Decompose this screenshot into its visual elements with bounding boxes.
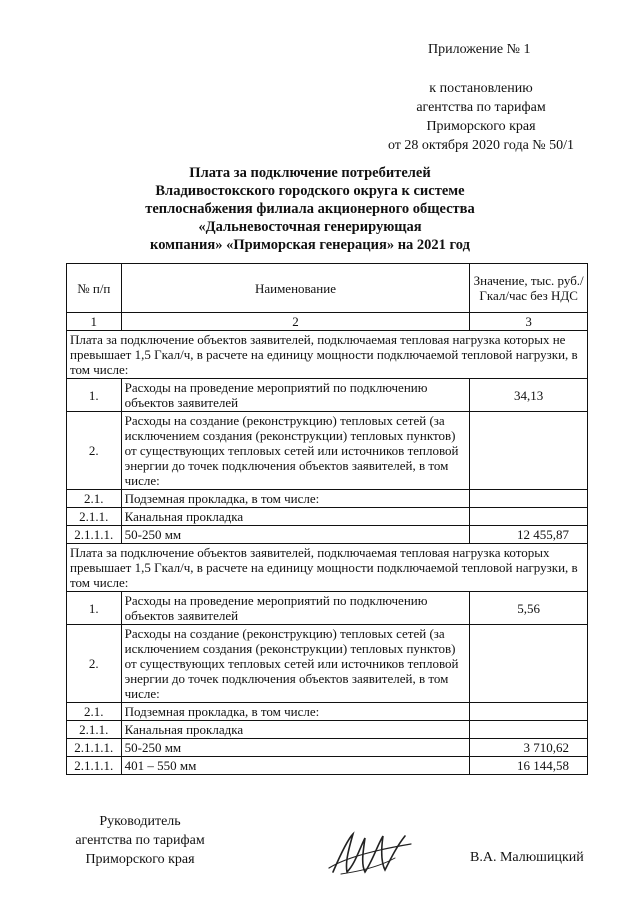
section-row bbox=[67, 331, 588, 379]
row-num: 2.1.1.1. bbox=[67, 526, 122, 544]
row-num: 2. bbox=[67, 412, 122, 490]
header-name: Наименование bbox=[121, 264, 470, 313]
row-name: Расходы на создание (реконструкцию) тепловых сетей (за исключением создания (реконструкции) тепловых пунктов) от существующих тепловых сетей или источников тепловой энергии до точек подключения объектов заявителей, в том числе: bbox=[121, 625, 470, 703]
section-row bbox=[67, 544, 588, 592]
title-line: Владивостокского городского округа к системе bbox=[155, 183, 465, 199]
row-name: Расходы на проведение мероприятий по подключению объектов заявителей bbox=[121, 592, 470, 625]
row-name: Расходы на создание (реконструкцию) тепловых сетей (за исключением создания (реконструкции) тепловых пунктов) от существующих тепловых сетей или источников тепловой энергии до точек подключения объектов заявителей, в том числе: bbox=[121, 412, 470, 490]
table-row bbox=[67, 703, 588, 721]
header-value: Значение, тыс. руб./Гкал/час без НДС bbox=[470, 264, 588, 313]
col-number: 3 bbox=[470, 313, 588, 331]
row-value: 16 144,58 bbox=[470, 757, 588, 775]
row-name: 50-250 мм bbox=[121, 739, 470, 757]
row-name: Подземная прокладка, в том числе: bbox=[121, 703, 470, 721]
title-line: компания» «Приморская генерация» на 2021 год bbox=[150, 237, 470, 253]
row-value bbox=[470, 721, 588, 739]
document-title bbox=[100, 164, 520, 254]
row-value bbox=[470, 412, 588, 490]
row-num: 2.1.1.1. bbox=[67, 739, 122, 757]
signer-block bbox=[50, 812, 230, 869]
appendix-number: Приложение № 1 bbox=[428, 42, 531, 57]
signer-name: В.А. Малюшицкий bbox=[470, 850, 584, 865]
title-line: теплоснабжения филиала акционерного общества bbox=[145, 201, 475, 217]
row-value bbox=[470, 490, 588, 508]
signer-title: Приморского края bbox=[85, 852, 195, 867]
row-name: Канальная прокладка bbox=[121, 508, 470, 526]
row-num: 2.1. bbox=[67, 490, 122, 508]
table-row bbox=[67, 490, 588, 508]
handwritten-signature bbox=[325, 828, 415, 878]
appendix-line: Приморского края bbox=[426, 119, 536, 134]
row-name: Подземная прокладка, в том числе: bbox=[121, 490, 470, 508]
row-name: 401 – 550 мм bbox=[121, 757, 470, 775]
row-value: 12 455,87 bbox=[470, 526, 588, 544]
table-row bbox=[67, 526, 588, 544]
row-value bbox=[470, 625, 588, 703]
table-row bbox=[67, 592, 588, 625]
col-number: 1 bbox=[67, 313, 122, 331]
column-number-row bbox=[67, 313, 588, 331]
table-row bbox=[67, 508, 588, 526]
appendix-header bbox=[376, 40, 586, 155]
section-heading: Плата за подключение объектов заявителей, подключаемая тепловая нагрузка которых превышает 1,5 Гкал/ч, в расчете на единицу мощности подключаемой тепловой нагрузки, в том числе: bbox=[67, 544, 588, 592]
table-row bbox=[67, 625, 588, 703]
row-num: 1. bbox=[67, 592, 122, 625]
appendix-line: агентства по тарифам bbox=[416, 100, 546, 115]
col-number: 2 bbox=[121, 313, 470, 331]
row-value bbox=[470, 703, 588, 721]
section-heading: Плата за подключение объектов заявителей, подключаемая тепловая нагрузка которых не превышает 1,5 Гкал/ч, в расчете на единицу мощности подключаемой тепловой нагрузки, в том числе: bbox=[67, 331, 588, 379]
appendix-line: к постановлению bbox=[429, 81, 533, 96]
table-row bbox=[67, 412, 588, 490]
table-row bbox=[67, 757, 588, 775]
row-value: 3 710,62 bbox=[470, 739, 588, 757]
signer-title: Руководитель bbox=[99, 814, 181, 829]
row-num: 2. bbox=[67, 625, 122, 703]
row-name: Расходы на проведение мероприятий по подключению объектов заявителей bbox=[121, 379, 470, 412]
title-line: Плата за подключение потребителей bbox=[189, 165, 431, 181]
header-num: № п/п bbox=[67, 264, 122, 313]
row-num: 2.1.1.1. bbox=[67, 757, 122, 775]
row-value: 34,13 bbox=[470, 379, 588, 412]
appendix-date: от 28 октября 2020 года № 50/1 bbox=[387, 138, 575, 153]
row-num: 2.1.1. bbox=[67, 721, 122, 739]
tariff-table bbox=[66, 263, 588, 775]
title-line: «Дальневосточная генерирующая bbox=[198, 219, 422, 235]
row-value bbox=[470, 508, 588, 526]
row-value: 5,56 bbox=[470, 592, 588, 625]
row-name: Канальная прокладка bbox=[121, 721, 470, 739]
row-num: 2.1. bbox=[67, 703, 122, 721]
table-header-row bbox=[67, 264, 588, 313]
row-num: 2.1.1. bbox=[67, 508, 122, 526]
row-name: 50-250 мм bbox=[121, 526, 470, 544]
row-num: 1. bbox=[67, 379, 122, 412]
table-row bbox=[67, 739, 588, 757]
table-row bbox=[67, 379, 588, 412]
signer-title: агентства по тарифам bbox=[75, 833, 205, 848]
table-row bbox=[67, 721, 588, 739]
